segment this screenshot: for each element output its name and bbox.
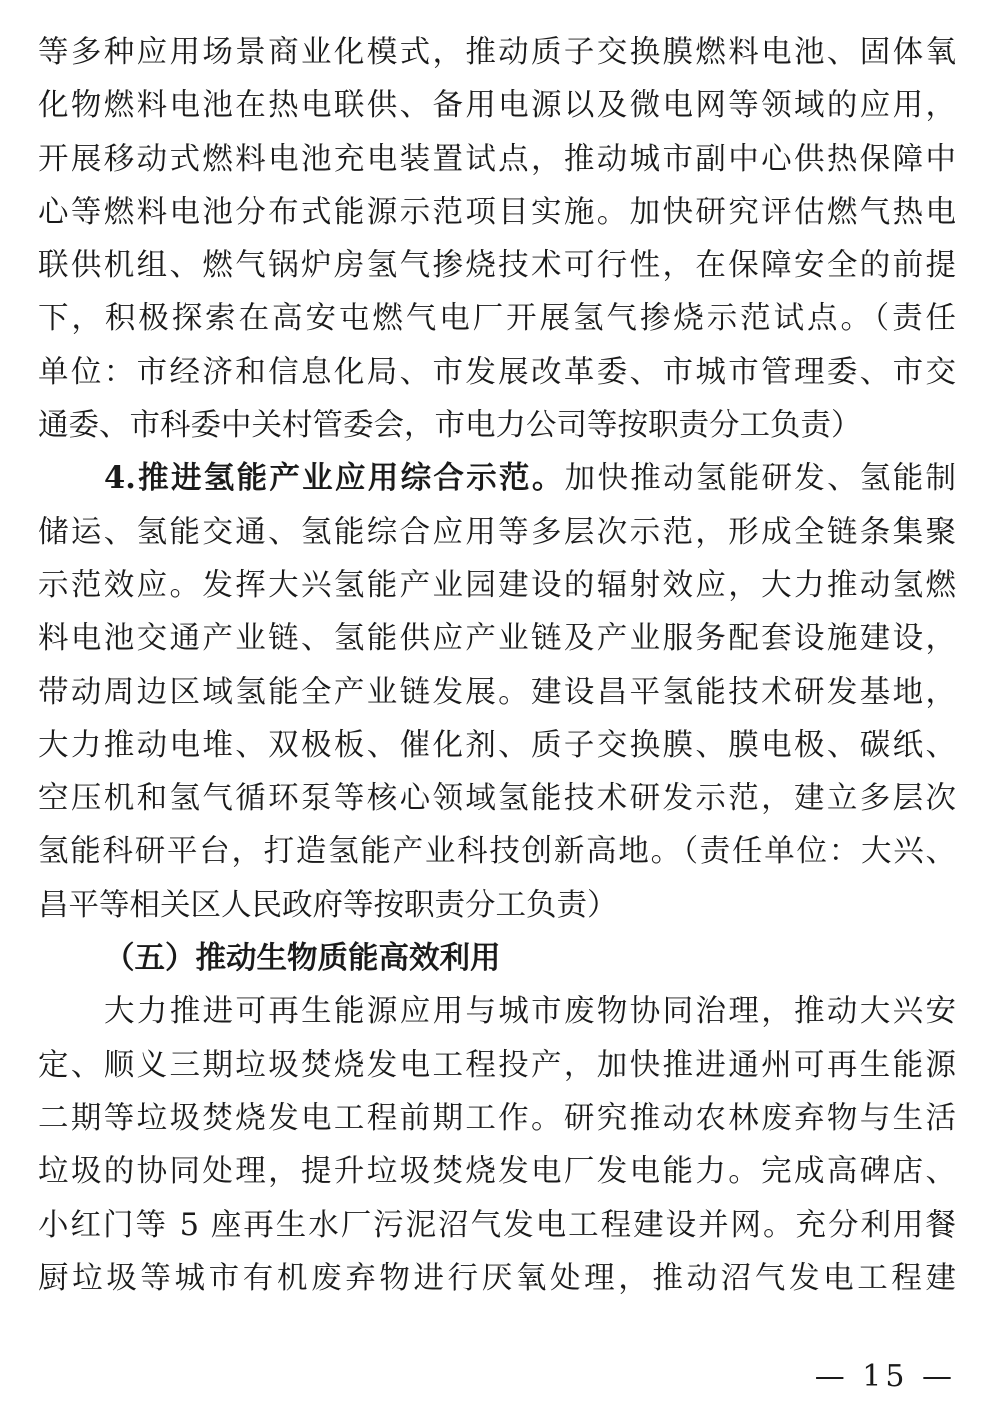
paragraph-line: 带动周边区域氢能全产业链发展。建设昌平氢能技术研发基地， [38,674,956,710]
paragraph-line: 下，积极探索在高安屯燃气电厂开展氢气掺烧示范试点。（责任 [38,301,956,337]
paragraph-line: 心等燃料电池分布式能源示范项目实施。加快研究评估燃气热电 [38,194,956,230]
paragraph-line: 开展移动式燃料电池充电装置试点，推动城市副中心供热保障中 [38,141,956,177]
paragraph-line: 通委、市科委中关村管委会，市电力公司等按职责分工负责） [38,408,862,444]
paragraph-line: 等多种应用场景商业化模式，推动质子交换膜燃料电池、固体氧 [38,35,956,70]
paragraph-line: 垃圾的协同处理，提升垃圾焚烧发电厂发电能力。完成高碑店、 [38,1154,956,1190]
paragraph-line: 联供机组、燃气锅炉房氢气掺烧技术可行性，在保障安全的前提 [38,248,956,284]
paragraph-line: 单位：市经济和信息化局、市发展改革委、市城市管理委、市交 [38,354,956,390]
item4-title: 4.推进氢能产业应用综合示范。 [104,460,565,497]
paragraph-line: 大力推动电堆、双极板、催化剂、质子交换膜、膜电极、碳纸、 [38,727,956,763]
paragraph-line: 定、顺义三期垃圾焚烧发电工程投产，加快推进通州可再生能源 [38,1047,956,1083]
paragraph-line: 空压机和氢气循环泵等核心领域氢能技术研发示范，建立多层次 [38,781,956,817]
paragraph-line: 氢能科研平台，打造氢能产业科技创新高地。（责任单位：大兴、 [38,834,956,870]
section-heading: （五）推动生物质能高效利用 [104,940,501,977]
paragraph-line: 储运、氢能交通、氢能综合应用等多层次示范，形成全链条集聚 [38,514,956,550]
paragraph-line: 大力推进可再生能源应用与城市废物协同治理，推动大兴安 [104,994,956,1030]
paragraph-line: 示范效应。发挥大兴氢能产业园建设的辐射效应，大力推动氢燃 [38,567,956,603]
paragraph-line: 昌平等相关区人民政府等按职责分工负责） [38,887,618,923]
paragraph-line: 二期等垃圾焚烧发电工程前期工作。研究推动农林废弃物与生活 [38,1100,956,1136]
document-page [38,26,956,1305]
paragraph-line: 厨垃圾等城市有机废弃物进行厌氧处理，推动沼气发电工程建 [38,1260,956,1296]
item4-first-line [38,452,956,505]
paragraph-line: 小红门等 5 座再生水厂污泥沼气发电工程建设并网。充分利用餐 [38,1207,956,1243]
paragraph-line: 料电池交通产业链、氢能供应产业链及产业服务配套设施建设， [38,621,956,657]
item4-first-line-text: 加快推动氢能研发、氢能制 [564,461,957,497]
paragraph-line: 化物燃料电池在热电联供、备用电源以及微电网等领域的应用， [38,88,956,124]
page-number: — 15 — [814,1359,956,1394]
